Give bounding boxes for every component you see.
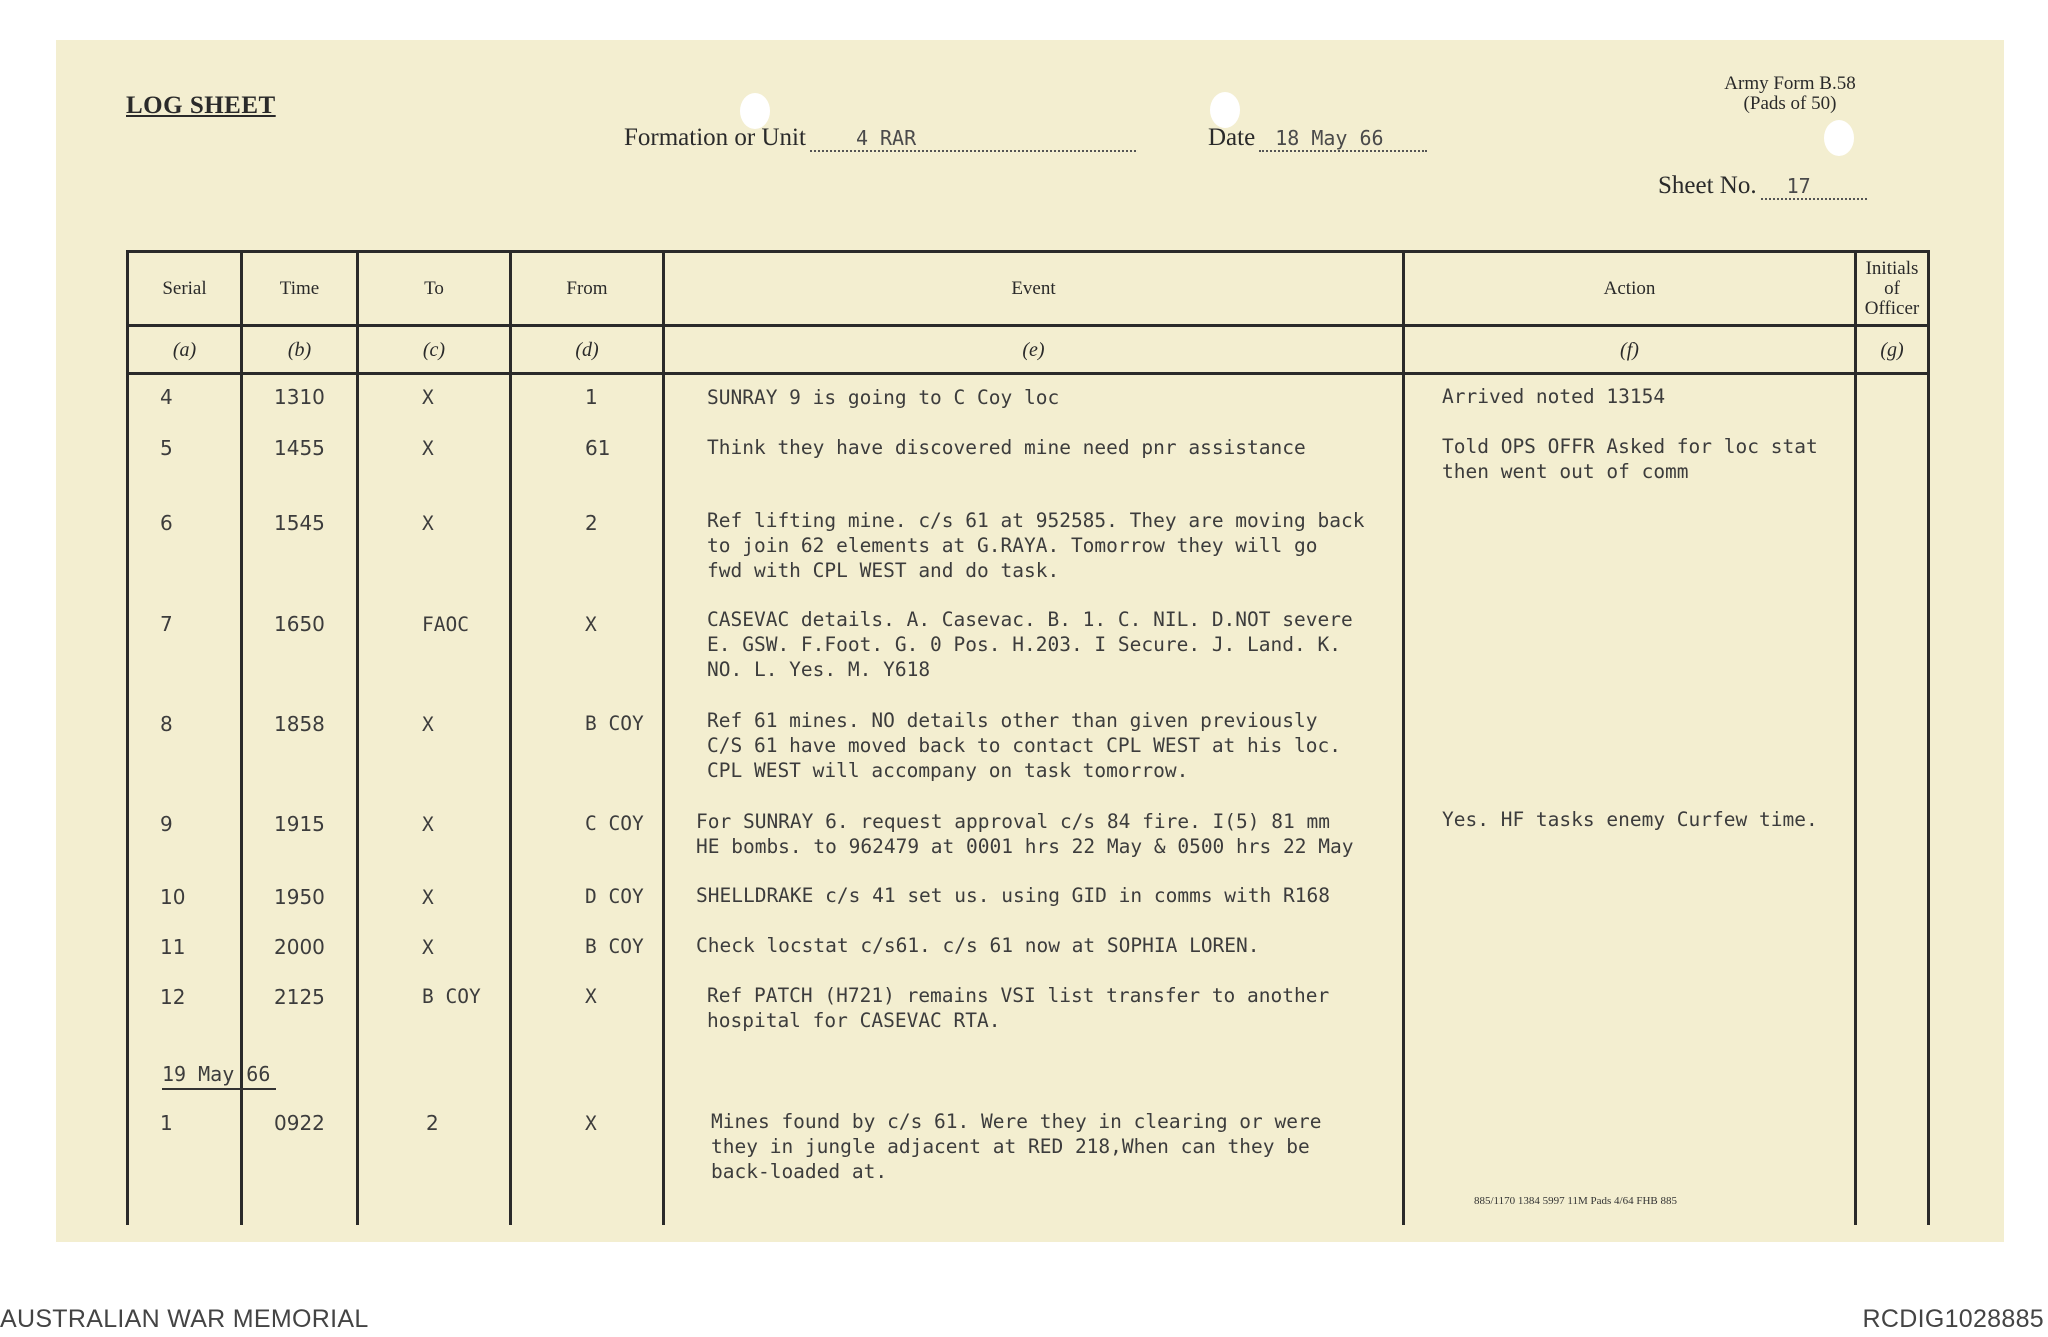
serial-cell: 9 xyxy=(160,812,173,836)
time-cell: 1858 xyxy=(274,712,325,736)
header-action: Action xyxy=(1603,277,1656,299)
from-cell: B COY xyxy=(585,712,644,735)
column-letter-f: (f) xyxy=(1620,338,1639,361)
punch-hole xyxy=(1824,120,1854,156)
header-to: To xyxy=(424,277,444,299)
serial-cell: 11 xyxy=(160,935,186,959)
to-cell: X xyxy=(422,713,434,736)
column-letter-c: (c) xyxy=(422,338,446,361)
event-cell: Ref 61 mines. NO details other than given previously C/S 61 have moved back to contact CPL WEST at his loc. CPL WEST will accompany on task tomorrow. xyxy=(707,709,1341,782)
event-cell: Ref lifting mine. c/s 61 at 952585. They are moving back to join 62 elements at G.RAYA. Tomorrow they will go fwd with CPL WEST and do task. xyxy=(707,509,1365,582)
to-cell: X xyxy=(422,386,434,409)
serial-cell: 7 xyxy=(160,612,173,636)
date-divider: 19 May 66 xyxy=(162,1062,276,1090)
column-border xyxy=(1402,250,1405,1225)
from-cell: 61 xyxy=(585,436,611,460)
letter-row-divider xyxy=(126,372,1930,375)
event-cell: SHELLDRAKE c/s 41 set us. using GID in comms with R168 xyxy=(696,884,1330,907)
column-letter-g: (g) xyxy=(1880,338,1904,361)
action-cell: Arrived noted 13154 xyxy=(1442,385,1666,408)
from-cell: X xyxy=(585,985,597,1008)
column-letter-e: (e) xyxy=(1022,338,1045,361)
to-cell: X xyxy=(422,886,434,909)
time-cell: 2000 xyxy=(274,935,325,959)
from-cell: C COY xyxy=(585,812,644,835)
action-cell: Told OPS OFFR Asked for loc stat then went out of comm xyxy=(1442,435,1818,483)
sheet-number-label: Sheet No. xyxy=(1658,172,1757,199)
serial-cell: 8 xyxy=(160,712,173,736)
formation-value: 4 RAR xyxy=(810,126,1136,152)
column-border xyxy=(509,250,512,1225)
event-cell: SUNRAY 9 is going to C Coy loc xyxy=(707,386,1060,409)
header-from: From xyxy=(566,277,608,299)
from-cell: 1 xyxy=(585,385,598,409)
to-cell: FAOC xyxy=(422,613,469,636)
from-cell: 2 xyxy=(585,511,598,535)
formation-field xyxy=(624,124,1136,152)
event-cell: Ref PATCH (H721) remains VSI list transfer to another hospital for CASEVAC RTA. xyxy=(707,984,1330,1032)
army-form-label xyxy=(1670,74,1910,114)
to-cell: X xyxy=(422,512,434,535)
header-event: Event xyxy=(1011,277,1056,299)
serial-cell: 12 xyxy=(160,985,186,1009)
archive-credit: AUSTRALIAN WAR MEMORIAL xyxy=(0,1305,369,1333)
header-time: Time xyxy=(279,277,320,299)
from-cell: D COY xyxy=(585,885,644,908)
header-serial: Serial xyxy=(162,277,207,299)
time-cell: 2125 xyxy=(274,985,325,1009)
log-sheet-title: LOG SHEET xyxy=(126,92,276,119)
column-border xyxy=(356,250,359,1225)
column-border xyxy=(126,250,129,1225)
serial-cell: 1 xyxy=(160,1111,173,1135)
time-cell: 1915 xyxy=(274,812,325,836)
to-cell: 2 xyxy=(426,1111,439,1135)
event-cell: Think they have discovered mine need pnr assistance xyxy=(707,436,1306,459)
column-letter-a: (a) xyxy=(172,338,197,361)
to-cell: X xyxy=(422,936,434,959)
time-cell: 1455 xyxy=(274,436,325,460)
army-form-pads: (Pads of 50) xyxy=(1743,93,1837,114)
formation-label: Formation or Unit xyxy=(624,124,806,151)
archive-reference: RCDIG1028885 xyxy=(1862,1305,2044,1333)
column-letter-b: (b) xyxy=(287,338,312,361)
army-form-number: Army Form B.58 xyxy=(1724,73,1856,94)
from-cell: X xyxy=(585,613,597,636)
serial-cell: 4 xyxy=(160,385,173,409)
from-cell: X xyxy=(585,1112,597,1135)
header-initials-of-officer: Initials of Officer xyxy=(1864,257,1920,319)
to-cell: B COY xyxy=(422,985,481,1008)
event-cell: Check locstat c/s61. c/s 61 now at SOPHIA LOREN. xyxy=(696,934,1260,957)
event-cell: Mines found by c/s 61. Were they in clearing or were they in jungle adjacent at RED 218,When can they be back-loaded at. xyxy=(711,1110,1322,1183)
serial-cell: 10 xyxy=(160,885,186,909)
time-cell: 1310 xyxy=(274,385,325,409)
event-cell: For SUNRAY 6. request approval c/s 84 fire. I(5) 81 mm HE bombs. to 962479 at 0001 hrs 22 May & 0500 hrs 22 May xyxy=(696,810,1354,858)
column-border xyxy=(1854,250,1857,1225)
printer-code: 885/1170 1384 5997 11M Pads 4/64 FHB 885 xyxy=(1474,1195,1678,1207)
column-letter-d: (d) xyxy=(575,338,599,361)
column-border xyxy=(1927,250,1930,1225)
time-cell: 0922 xyxy=(274,1111,325,1135)
serial-cell: 6 xyxy=(160,511,173,535)
to-cell: X xyxy=(422,437,434,460)
serial-cell: 5 xyxy=(160,436,173,460)
date-label: Date xyxy=(1208,124,1256,151)
action-cell: Yes. HF tasks enemy Curfew time. xyxy=(1442,808,1818,831)
time-cell: 1650 xyxy=(274,612,325,636)
punch-hole xyxy=(1210,92,1240,128)
event-cell: CASEVAC details. A. Casevac. B. 1. C. NIL. D.NOT severe E. GSW. F.Foot. G. 0 Pos. H.203. I Secure. J. Land. K. NO. L. Yes. M. Y618 xyxy=(707,608,1353,681)
column-border xyxy=(662,250,665,1225)
time-cell: 1950 xyxy=(274,885,325,909)
date-value: 18 May 66 xyxy=(1259,126,1427,152)
sheet-number-value: 17 xyxy=(1761,174,1867,200)
sheet-number-field xyxy=(1658,172,1867,200)
date-field xyxy=(1208,124,1427,152)
from-cell: B COY xyxy=(585,935,644,958)
to-cell: X xyxy=(422,813,434,836)
time-cell: 1545 xyxy=(274,511,325,535)
